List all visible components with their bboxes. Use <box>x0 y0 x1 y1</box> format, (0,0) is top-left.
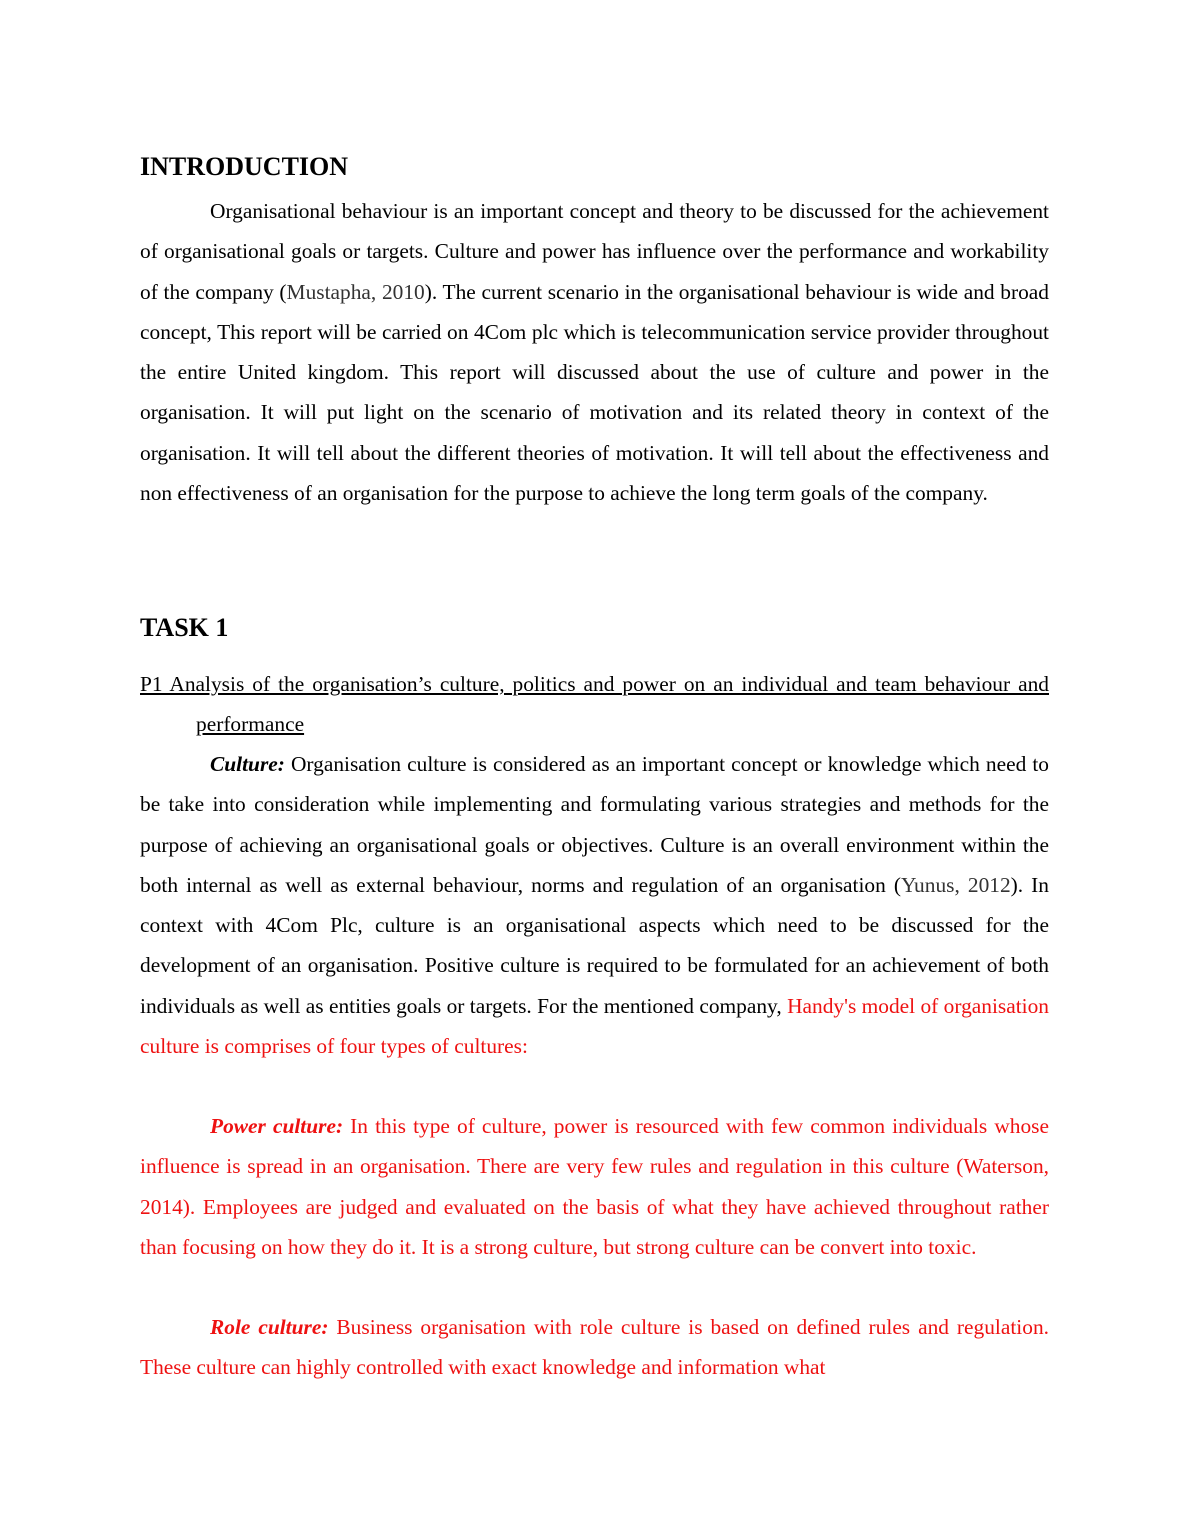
culture-citation: Yunus, 2012 <box>900 872 1011 897</box>
intro-citation: Mustapha, 2010 <box>286 279 425 304</box>
task-1-heading: TASK 1 <box>140 613 229 642</box>
culture-text-part-2: ). In context with 4Com Plc, culture is an organisational aspects which need to be discussed for the development of an organisation. Positive culture is required to be formulated for an achievement of both individuals as well as entities goals or targets. For the mentioned company, <box>140 872 1049 1018</box>
culture-paragraph <box>140 744 1049 1066</box>
role-culture-text: Business organisation with role culture is based on defined rules and regulation. These culture can highly controlled with exact knowledge and information what <box>140 1315 1049 1380</box>
introduction-heading: INTRODUCTION <box>140 152 349 181</box>
power-culture-paragraph <box>140 1106 1049 1267</box>
culture-term: Culture: <box>210 752 285 776</box>
power-culture-text: In this type of culture, power is resourced with few common individuals whose influence is spread in an organisation. There are very few rules and regulation in this culture (Waterson, 2014). Employees are judged and evaluated on the basis of what they have achieved throughout rather than focusing on how they do it. It is a strong culture, but strong culture can be convert into toxic. <box>140 1114 1049 1259</box>
p1-subheading: P1 Analysis of the organisation’s culture, politics and power on an individual and team behaviour and performance <box>140 672 1049 737</box>
role-culture-term: Role culture: <box>210 1315 329 1339</box>
introduction-paragraph <box>140 191 1049 513</box>
culture-text-part-1: Organisation culture is considered as an important concept or knowledge which need to be take into consideration while implementing and formulating various strategies and methods for the purpose of achieving an organisational goals or objectives. Culture is an overall environment within the both internal as well as external behaviour, norms and regulation of an organisation ( <box>140 752 1049 897</box>
role-culture-paragraph <box>140 1307 1049 1388</box>
intro-text-part-1: Organisational behaviour is an important concept and theory to be discussed for the achievement of organisational goals or targets. Culture and power has influence over the performance and workability of the company ( <box>140 199 1049 304</box>
culture-highlighted-text: Handy's model of organisation culture is comprises of four types of cultures: <box>140 993 1049 1059</box>
intro-text-part-2: ). The current scenario in the organisational behaviour is wide and broad concept, This report will be carried on 4Com plc which is telecommunication service provider throughout the entire United kingdom. This report will discussed about the use of culture and power in the organisation. It will put light on the scenario of motivation and its related theory in context of the organisation. It will tell about the different theories of motivation. It will tell about the effectiveness and non effectiveness of an organisation for the purpose to achieve the long term goals of the company. <box>140 279 1049 506</box>
power-culture-term: Power culture: <box>210 1114 344 1138</box>
